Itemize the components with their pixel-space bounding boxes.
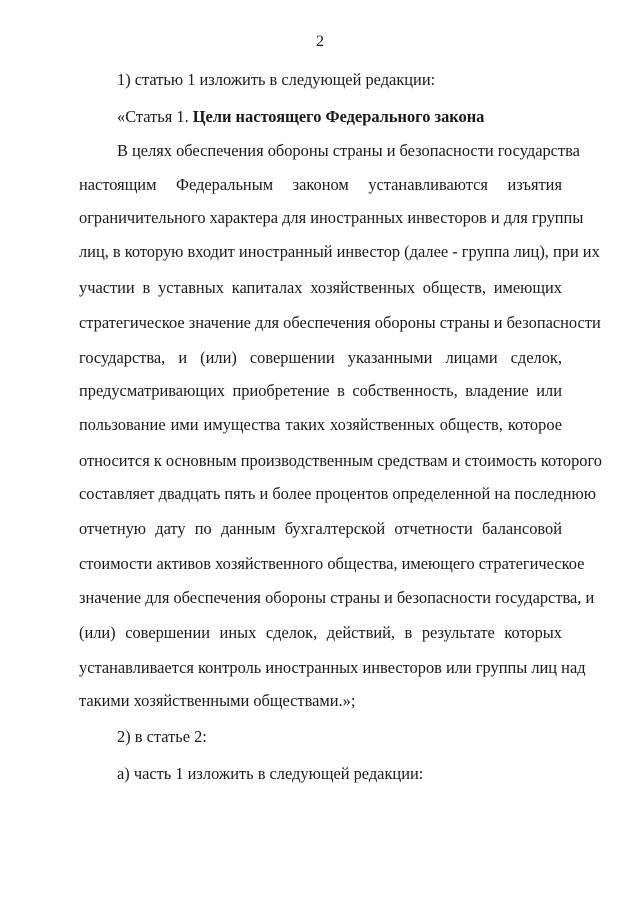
item-1-line: 1) статью 1 изложить в следующей редакции: [117,70,436,89]
article-heading [117,107,600,127]
subitem-a-line: а) часть 1 изложить в следующей редакции: [117,764,424,783]
article-title: Цели настоящего Федерального закона [192,107,485,126]
paragraph-last-line: такими хозяйственными обществами.»; [79,691,356,710]
paragraph-line: участии в уставных капиталах хозяйственных обществ, имеющих [79,278,562,297]
paragraph-line: В целях обеспечения обороны страны и безопасности государства [117,141,580,160]
paragraph-line: пользование ими имущества таких хозяйственных обществ, которое [79,415,562,434]
item-2-line: 2) в статье 2: [117,727,207,746]
page-number: 2 [316,33,324,50]
paragraph-line: значение для обеспечения обороны страны и безопасности государства, и [79,588,595,607]
paragraph-line: относится к основным производственным средствам и стоимость которого [79,451,602,470]
paragraph-line: государства, и (или) совершении указанными лицами сделок, [79,348,562,367]
paragraph-line: (или) совершении иных сделок, действий, в результате которых [79,623,562,642]
paragraph-line: стоимости активов хозяйственного общества, имеющего стратегическое [79,554,585,573]
paragraph-line: стратегическое значение для обеспечения обороны страны и безопасности [79,313,601,332]
paragraph-line: предусматривающих приобретение в собственность, владение или [79,381,562,400]
paragraph-line: отчетную дату по данным бухгалтерской отчетности балансовой [79,519,562,538]
paragraph-line: ограничительного характера для иностранных инвесторов и для группы [79,208,584,227]
paragraph-line: лиц, в которую входит иностранный инвестор (далее - группа лиц), при их [79,242,600,261]
paragraph-line: настоящим Федеральным законом устанавливаются изъятия [79,175,562,194]
article-number: «Статья 1. [117,107,193,126]
paragraph-line: устанавливается контроль иностранных инвесторов или группы лиц над [79,658,586,677]
paragraph-line: составляет двадцать пять и более процентов определенной на последнюю [79,484,596,503]
